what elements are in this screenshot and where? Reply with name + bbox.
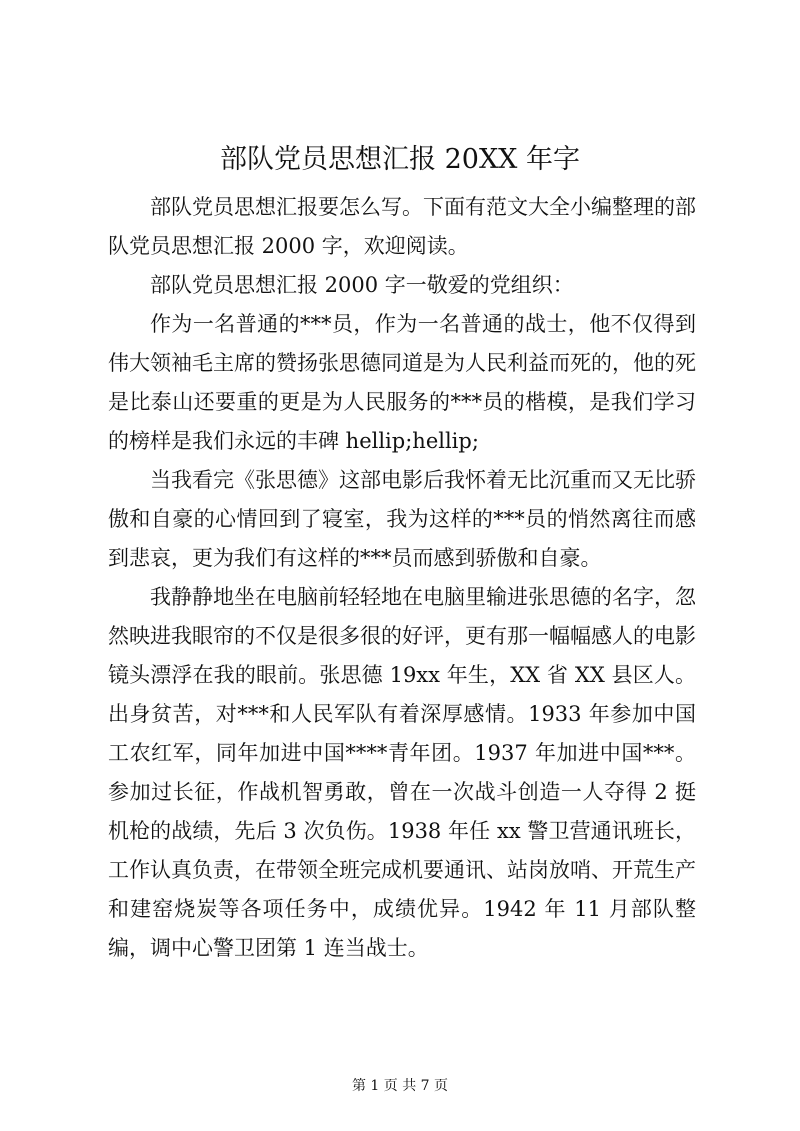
document-title: 部队党员思想汇报 20XX 年字 (220, 144, 580, 175)
paragraph-body-2: 当我看完《张思德》这部电影后我怀着无比沉重而又无比骄傲和自豪的心情回到了寝室，我为这样的***员的悄然离往而感到悲哀，更为我们有这样的***员而感到骄傲和自豪。 (108, 468, 696, 570)
paragraph-body-1: 作为一名普通的***员，作为一名普通的战士，他不仅得到伟大领袖毛主席的赞扬张思德同道是为人民利益而死的，他的死是比泰山还要重的更是为人民服务的***员的楷模，是我们学习的榜样是我们永远的丰碑 hellip;hellip; (108, 312, 696, 453)
paragraph-salutation: 部队党员思想汇报 2000 字一敬爱的党组织： (150, 273, 574, 297)
paragraph-intro: 部队党员思想汇报要怎么写。下面有范文大全小编整理的部队党员思想汇报 2000 字，欢迎阅读。 (108, 195, 696, 258)
page-number-footer: 第 1 页 共 7 页 (351, 1078, 449, 1094)
document-body (108, 188, 696, 968)
paragraph-body-3: 我静静地坐在电脑前轻轻地在电脑里输进张思德的名字，忽然映进我眼帘的不仅是很多很的好评，更有那一幅幅感人的电影镜头漂浮在我的眼前。张思德 19xx 年生，XX 省 XX 县区人。出身贫苦，对***和人民军队有着深厚感情。1933 年参加中国工农红军，同年加进中国****青年团。1937 年加进中国***。参加过长征，作战机智勇敢，曾在一次战斗创造一人夺得 2 挺机枪的战绩，先后 3 次负伤。1938 年任 xx 警卫营通讯班长，工作认真负责，在带领全班完成机要通讯、站岗放哨、开荒生产和建窑烧炭等各项任务中，成绩优异。1942 年 11 月部队整编，调中心警卫团第 1 连当战士。 (108, 585, 696, 960)
